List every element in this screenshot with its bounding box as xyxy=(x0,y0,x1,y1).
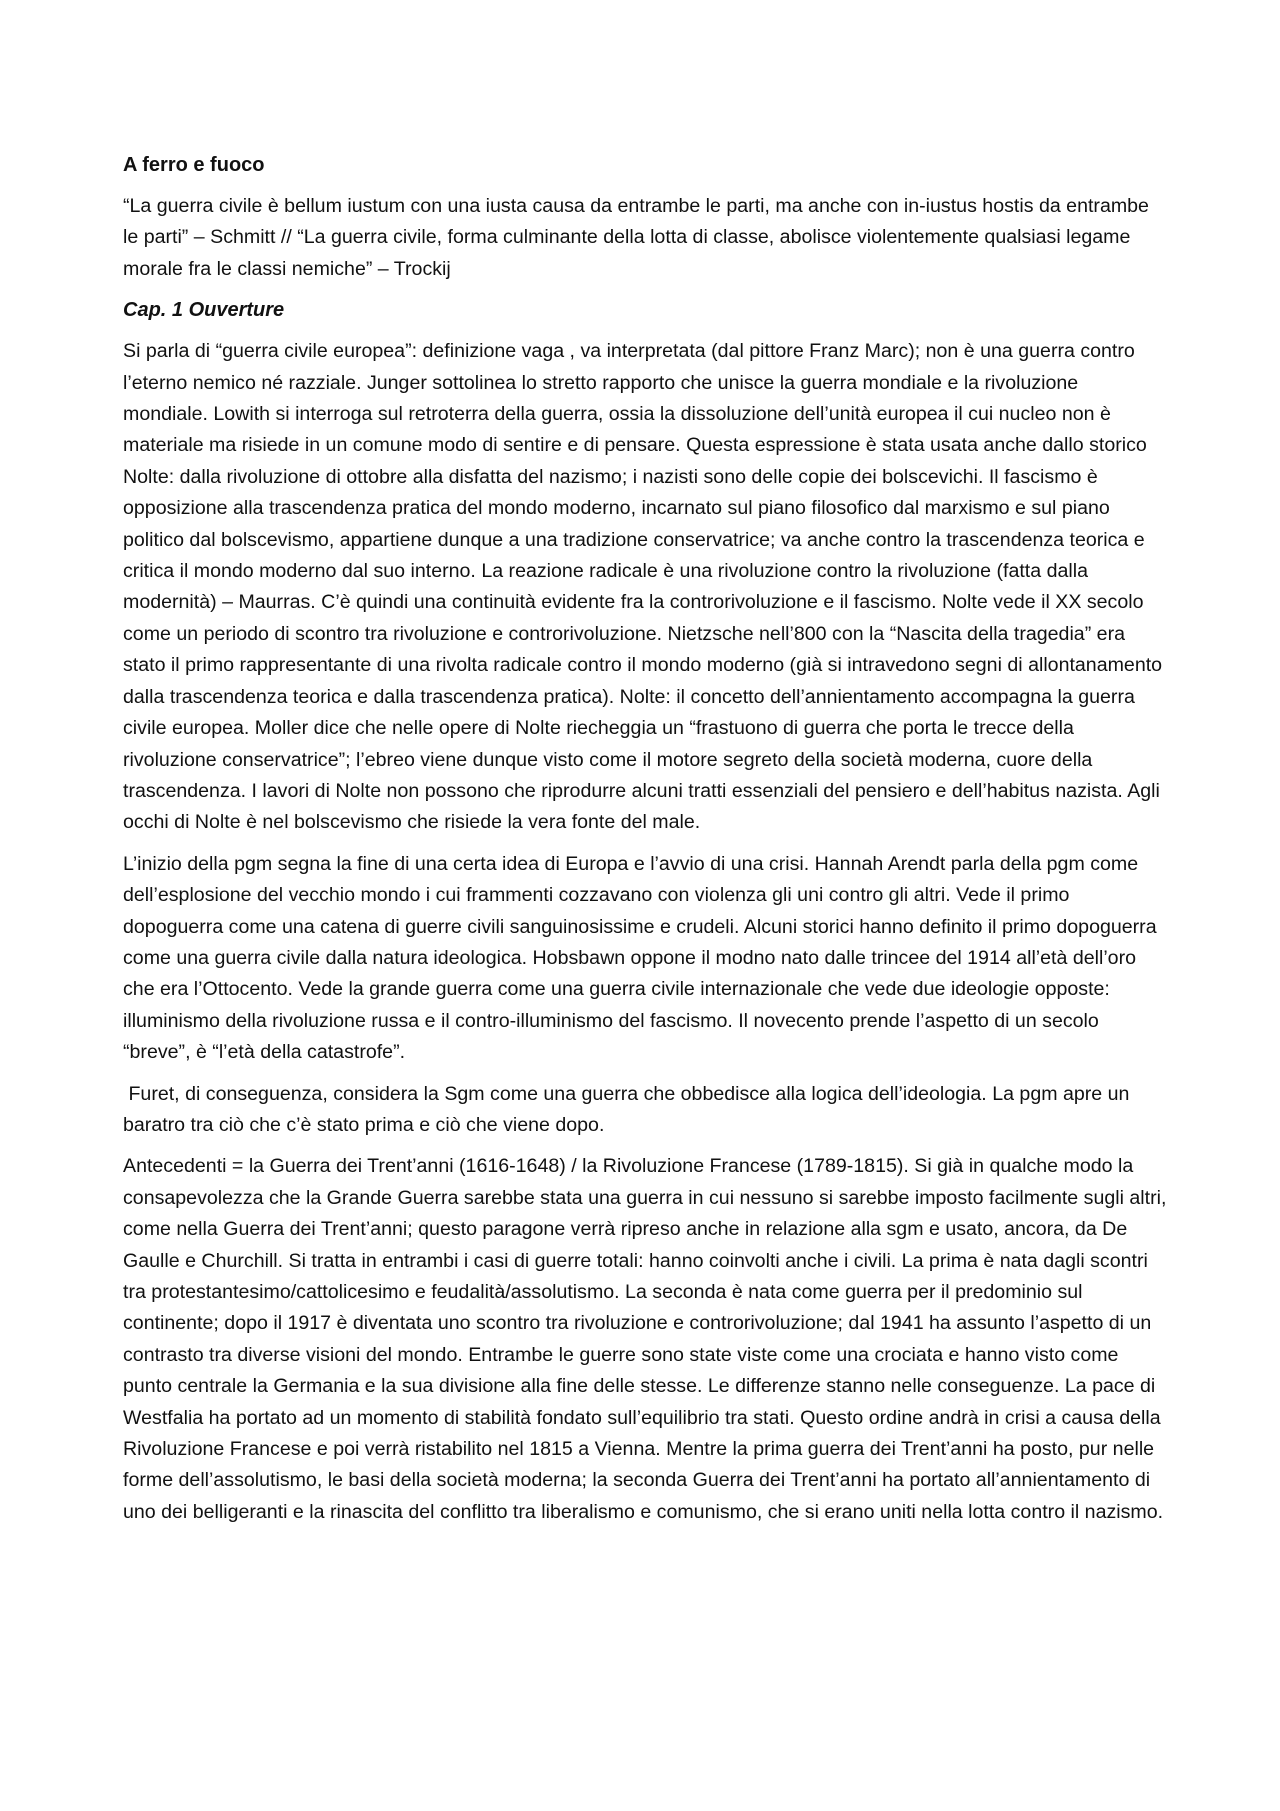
paragraph-1: Si parla di “guerra civile europea”: definizione vaga , va interpretata (dal pittore Franz Marc); non è una guerra contro l’eterno nemico né razziale. Junger sottolinea lo stretto rapporto che unisce la guerra mondiale e la rivoluzione mondiale. Lowith si interroga sul retroterra della guerra, ossia la dissoluzione dell’unità europea il cui nucleo non è materiale ma risiede in un comune modo di sentire e di pensare. Questa espressione è stata usata anche dallo storico Nolte: dalla rivoluzione di ottobre alla disfatta del nazismo; i nazisti sono delle copie dei bolscevichi. Il fascismo è opposizione alla trascendenza pratica del mondo moderno, incarnato sul piano filosofico dal marxismo e sul piano politico dal bolscevismo, appartiene dunque a una tradizione conservatrice; va anche contro la trascendenza teorica e critica il mondo moderno dal suo interno. La reazione radicale è una rivoluzione contro la rivoluzione (fatta dalla modernità) – Maurras. C’è quindi una continuità evidente fra la controrivoluzione e il fascismo. Nolte vede il XX secolo come un periodo di scontro tra rivoluzione e controrivoluzione. Nietzsche nell’800 con la “Nascita della tragedia” era stato il primo rappresentante di una rivolta radicale contro il mondo moderno (già si intravedono segni di allontanamento dalla trascendenza teorica e dalla trascendenza pratica). Nolte: il concetto dell’annientamento accompagna la guerra civile europea. Moller dice che nelle opere di Nolte riecheggia un “frastuono di guerra che porta le trecce della rivoluzione conservatrice”; l’ebreo viene dunque visto come il motore segreto della società moderna, cuore della trascendenza. I lavori di Nolte non possono che riprodurre alcuni tratti essenziali del pensiero e dell’habitus nazista. Agli occhi di Nolte è nel bolscevismo che risiede la vera fonte del male. xyxy=(123,340,1163,834)
chapter-heading: Cap. 1 Ouverture xyxy=(123,299,285,322)
paragraph-4: Antecedenti = la Guerra dei Trent’anni (1616-1648) / la Rivoluzione Francese (1789-1815). Si già in qualche modo la consapevolezza che la Grande Guerra sarebbe stata una guerra in cui nessuno si sarebbe imposto facilmente sugli altri, come nella Guerra dei Trent’anni; questo paragone verrà ripreso anche in relazione alla sgm e usato, ancora, da De Gaulle e Churchill. Si tratta in entrambi i casi di guerre totali: hanno coinvolti anche i civili. La prima è nata dagli scontri tra protestantesimo/cattolicesimo e feudalità/assolutismo. La seconda è nata come guerra per il predominio sul continente; dopo il 1917 è diventata uno scontro tra rivoluzione e controrivoluzione; dal 1941 ha assunto l’aspetto di un contrasto tra diverse visioni del mondo. Entrambe le guerre sono state viste come una crociata e hanno visto come punto centrale la Germania e la sua divisione alla fine delle stesse. Le differenze stanno nelle conseguenze. La pace di Westfalia ha portato ad un momento di stabilità fondato sull’equilibrio tra stati. Questo ordine andrà in crisi a causa della Rivoluzione Francese e poi verrà ristabilito nel 1815 a Vienna. Mentre la prima guerra dei Trent’anni ha posto, pur nelle forme dell’assolutismo, le basi della società moderna; la seconda Guerra dei Trent’anni ha portato all’annientamento di uno dei belligeranti e la rinascita del conflitto tra liberalismo e comunismo, che si erano uniti nella lotta contro il nazismo. xyxy=(123,1155,1167,1523)
epigraph: “La guerra civile è bellum iustum con una iusta causa da entrambe le parti, ma anche con in-iustus hostis da entrambe le parti” – Schmitt // “La guerra civile, forma culminante della lotta di classe, abolisce violentemente qualsiasi legame morale fra le classi nemiche” – Trockij xyxy=(123,195,1149,280)
document-title: A ferro e fuoco xyxy=(123,154,265,176)
paragraph-3: Furet, di conseguenza, considera la Sgm come una guerra che obbedisce alla logica dell’ideologia. La pgm apre un baratro tra ciò che c’è stato prima e ciò che viene dopo. xyxy=(123,1082,1135,1136)
paragraph-2: L’inizio della pgm segna la fine di una certa idea di Europa e l’avvio di una crisi. Hannah Arendt parla della pgm come dell’esplosione del vecchio mondo i cui frammenti cozzavano con violenza gli uni contro gli altri. Vede il primo dopoguerra come una catena di guerre civili sanguinosissime e crudeli. Alcuni storici hanno definito il primo dopoguerra come una guerra civile dalla natura ideologica. Hobsbawn oppone il modno nato dalle trincee del 1914 all’età dell’oro che era l’Ottocento. Vede la grande guerra come una guerra civile internazionale che vede due ideologie opposte: illuminismo della rivoluzione russa e il contro-illuminismo del fascismo. Il novecento prende l’aspetto di un secolo “breve”, è “l’età della catastrofe”. xyxy=(123,852,1157,1064)
document-page xyxy=(123,150,1168,1538)
